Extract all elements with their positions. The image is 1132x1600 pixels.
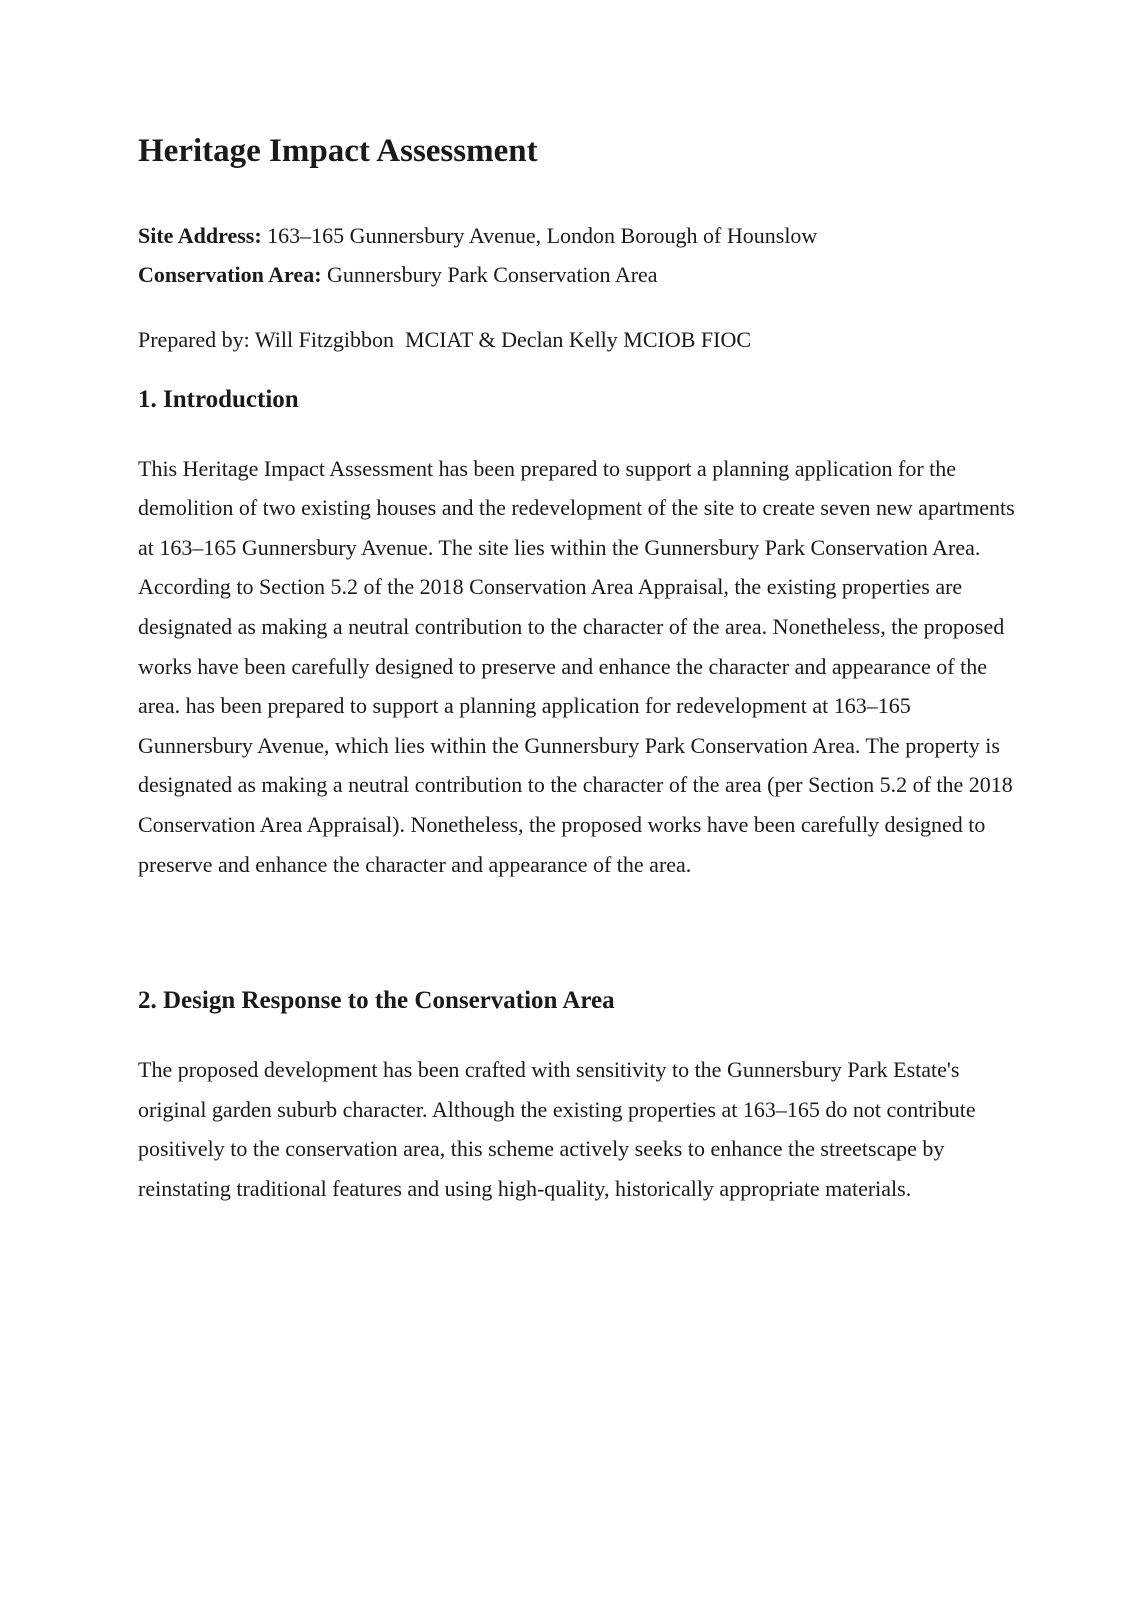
site-details [138,216,1018,294]
prepared-by: Prepared by: Will Fitzgibbon MCIAT & Declan Kelly MCIOB FIOC [138,326,752,352]
conservation-area-label: Conservation Area: [138,261,322,287]
conservation-area-value: Gunnersbury Park Conservation Area [321,261,658,287]
site-address-value: 163–165 Gunnersbury Avenue, London Borough of Hounslow [261,222,818,248]
conservation-area-line [138,255,1018,294]
document-content [138,132,1018,1209]
section-heading-introduction: 1. Introduction [138,385,299,413]
section-heading-design-response: 2. Design Response to the Conservation Area [138,987,615,1015]
site-address-label: Site Address: [138,222,262,248]
site-address-line [138,216,1018,255]
section-body-design-response: The proposed development has been crafted with sensitivity to the Gunnersbury Park Estate's original garden suburb character. Although the existing properties at 163–165 do not contribute positively to the conservation area, this scheme actively seeks to enhance the streetscape by reinstating traditional features and using high-quality, historically appropriate materials. [138,1057,976,1201]
document-title: Heritage Impact Assessment [138,133,538,169]
section-body-introduction: This Heritage Impact Assessment has been prepared to support a planning application for the demolition of two existing houses and the redevelopment of the site to create seven new apartments at 163–165 Gunnersbury Avenue. The site lies within the Gunnersbury Park Conservation Area. According to Section 5.2 of the 2018 Conservation Area Appraisal, the existing properties are designated as making a neutral contribution to the character of the area. Nonetheless, the proposed works have been carefully designed to preserve and enhance the character and appearance of the area. has been prepared to support a planning application for redevelopment at 163–165 Gunnersbury Avenue, which lies within the Gunnersbury Park Conservation Area. The property is designated as making a neutral contribution to the character of the area (per Section 5.2 of the 2018 Conservation Area Appraisal). Nonetheless, the proposed works have been carefully designed to preserve and enhance the character and appearance of the area. [138,455,1015,877]
